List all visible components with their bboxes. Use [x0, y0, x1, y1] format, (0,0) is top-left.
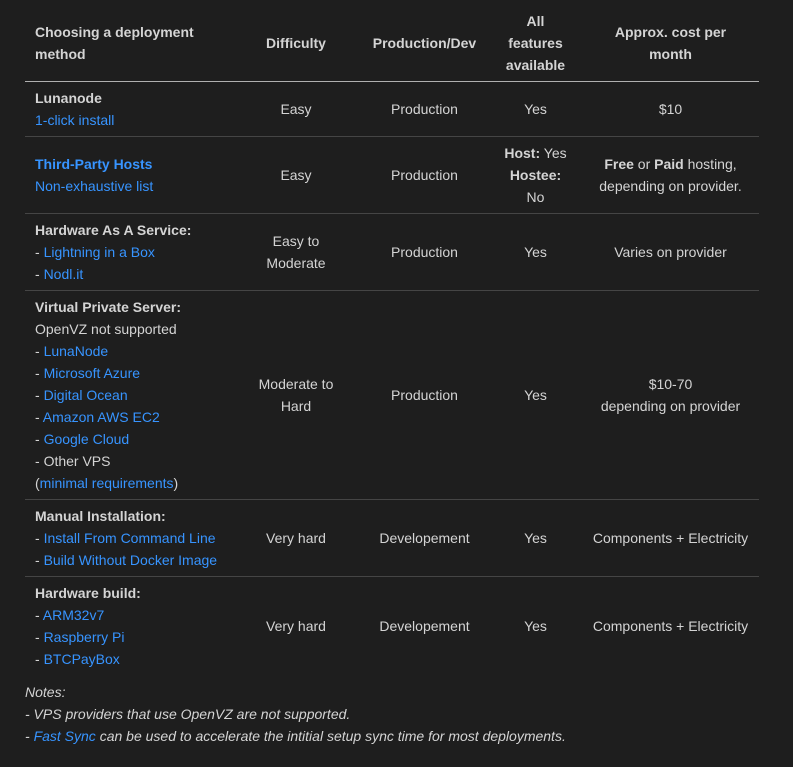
features: Yes [489, 82, 582, 137]
notes-title: Notes: [25, 684, 66, 700]
table-row [25, 137, 759, 214]
env: Production [360, 214, 489, 291]
header-env: Production/Dev [360, 0, 489, 82]
env: Developement [360, 500, 489, 577]
env: Production [360, 82, 489, 137]
link[interactable]: Install From Command Line [43, 530, 216, 546]
cost [582, 137, 759, 214]
dash: - [25, 728, 34, 744]
note-fast-sync [25, 725, 759, 747]
link[interactable]: Nodl.it [43, 266, 84, 282]
env: Production [360, 137, 489, 214]
note: OpenVZ not supported [35, 321, 177, 337]
difficulty: Easy [232, 82, 360, 137]
or: or [637, 156, 651, 172]
link[interactable]: Build Without Docker Image [43, 552, 218, 568]
cost [582, 291, 759, 500]
paid: Paid [654, 156, 684, 172]
env: Developement [379, 618, 470, 634]
cost-note: depending on provider [600, 398, 741, 414]
notes [25, 681, 759, 747]
table-row: Hardware build: - ARM32v7 - Raspberry Pi - BTCPayBox Very hard Developement Yes Components + Electricity [25, 577, 759, 676]
note-openvz: - VPS providers that use OpenVZ are not supported. [25, 706, 351, 722]
table-row: Hardware As A Service: - Lightning in a Box - Nodl.it Easy to Moderate Production Yes Varies on provider [25, 214, 759, 291]
method-title: Hardware As A Service: [35, 222, 192, 238]
link[interactable]: LunaNode [43, 343, 109, 359]
value: No [526, 189, 545, 205]
difficulty: Very hard [232, 500, 360, 577]
table-row: Manual Installation: - Install From Command Line - Build Without Docker Image Very hard Developement Yes Components + Electricity [25, 500, 759, 577]
method-title[interactable]: Third-Party Hosts [35, 156, 153, 172]
label: Host: [504, 145, 541, 161]
features: Yes [489, 500, 582, 577]
difficulty: Easy [232, 137, 360, 214]
cost: Components + Electricity [592, 618, 749, 634]
features: Yes [489, 214, 582, 291]
link[interactable]: ARM32v7 [42, 607, 105, 623]
difficulty: Easy to Moderate [232, 214, 360, 291]
features [489, 137, 582, 214]
method-title: Manual Installation: [35, 508, 166, 524]
difficulty: Moderate to Hard [232, 291, 360, 500]
header-cost: Approx. cost per month [582, 0, 759, 82]
header-method: Choosing a deployment method [25, 0, 232, 82]
method-title: Lunanode [35, 90, 102, 106]
value: Yes [543, 145, 567, 161]
label: Hostee: [509, 167, 562, 183]
link[interactable]: Google Cloud [43, 431, 130, 447]
header-features: All features available [489, 0, 582, 82]
cost-rest: hosting, depending on provider. [599, 156, 742, 194]
link[interactable]: Digital Ocean [43, 387, 128, 403]
table-row [25, 82, 759, 137]
note-text: can be used to accelerate the intitial setup sync time for most deployments. [95, 728, 566, 744]
link[interactable]: Lightning in a Box [43, 244, 155, 260]
difficulty: Very hard [266, 618, 326, 634]
header-row [25, 0, 759, 82]
features: Yes [489, 291, 582, 500]
other-vps: Other VPS [43, 453, 111, 469]
link[interactable]: BTCPayBox [43, 651, 120, 667]
env: Production [360, 291, 489, 500]
deployment-table [25, 0, 759, 675]
features: Yes [524, 618, 547, 634]
free: Free [604, 156, 634, 172]
cost: Varies on provider [582, 214, 759, 291]
method-title-link[interactable] [35, 156, 152, 172]
link[interactable]: Raspberry Pi [43, 629, 125, 645]
fast-sync-link[interactable]: Fast Sync [33, 728, 96, 744]
cost: Components + Electricity [582, 500, 759, 577]
method-title: Hardware build: [35, 585, 141, 601]
method-title: Virtual Private Server: [35, 299, 182, 315]
table-row: Virtual Private Server: OpenVZ not supported - LunaNode - Microsoft Azure - Digital Ocean - Amazon AWS EC2 - Google Cloud - Other VPS (minimal requirements) Moderate to Hard Production Yes $10-70 depending on provider [25, 291, 759, 500]
header-difficulty: Difficulty [232, 0, 360, 82]
cost: $10 [582, 82, 759, 137]
cost-range: $10-70 [648, 376, 693, 392]
link[interactable]: Microsoft Azure [43, 365, 141, 381]
link[interactable]: Non-exhaustive list [35, 178, 154, 194]
requirements-link[interactable]: minimal requirements [39, 475, 174, 491]
link[interactable]: Amazon AWS EC2 [42, 409, 160, 425]
link[interactable]: 1-click install [35, 112, 115, 128]
